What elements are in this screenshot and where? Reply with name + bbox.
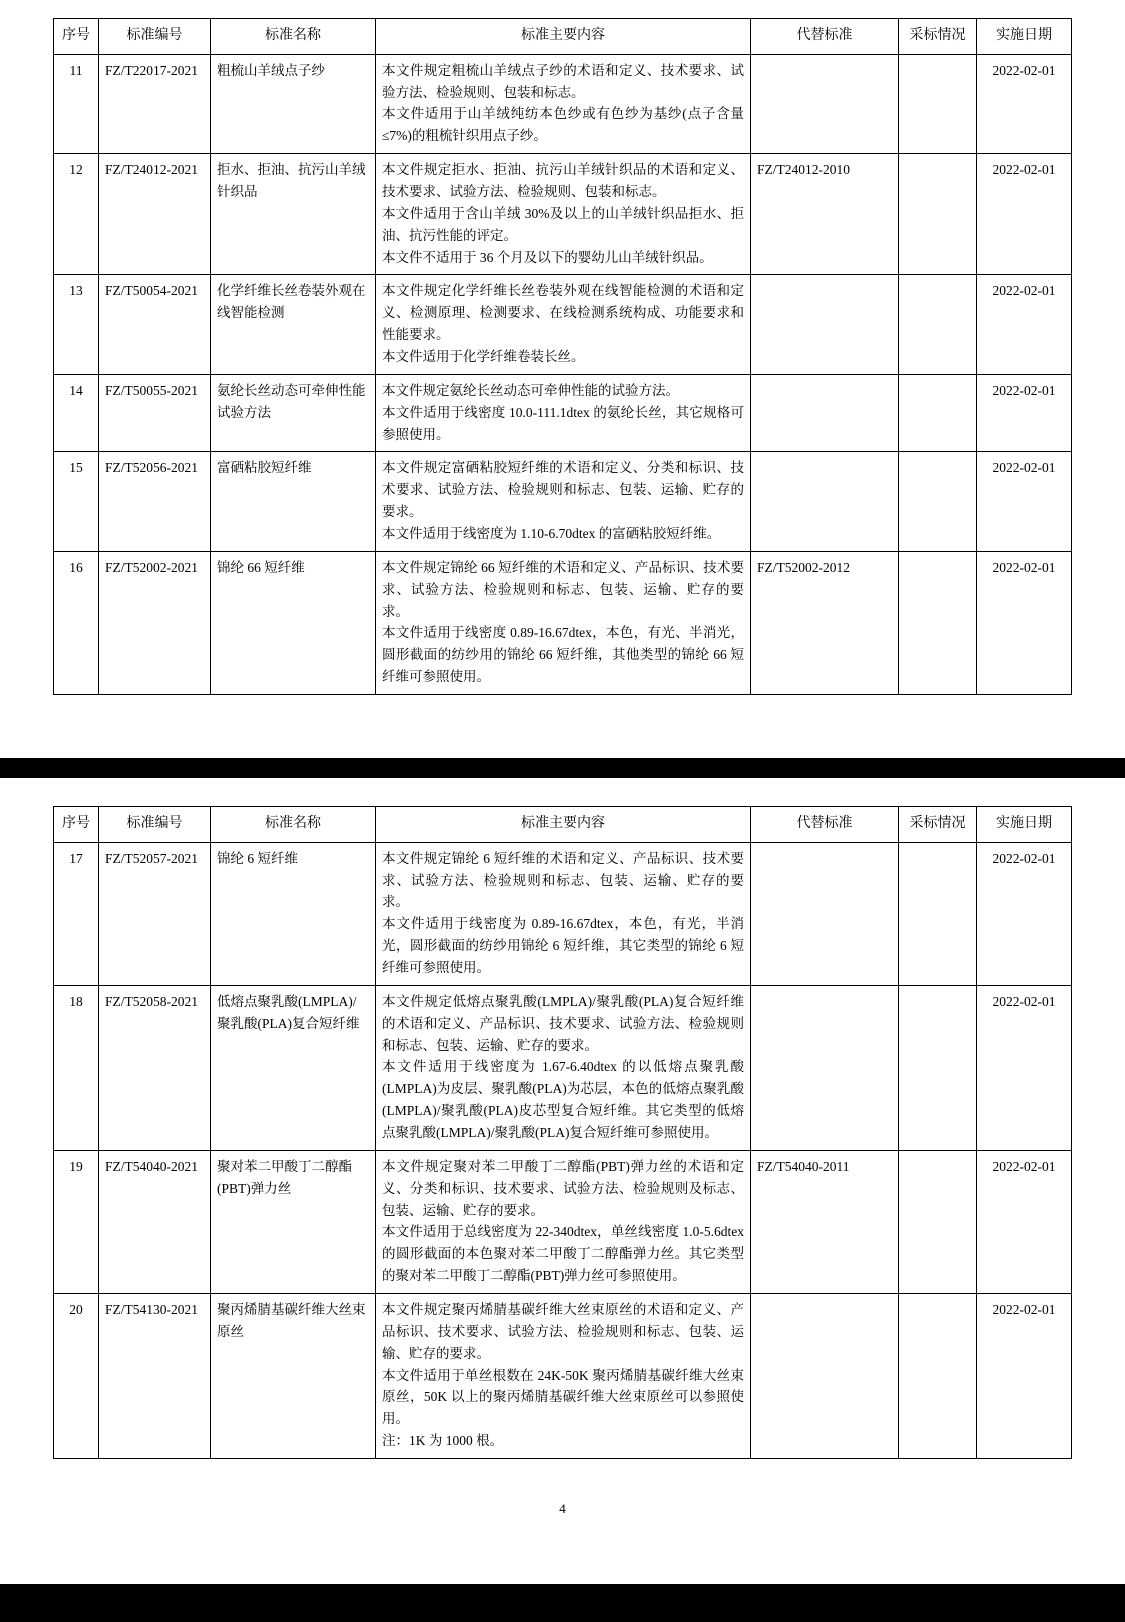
cell-content [376,452,751,551]
cell-code: FZ/T52056-2021 [99,452,211,551]
content-paragraph: 本文件规定低熔点聚乳酸(LMPLA)/聚乳酸(PLA)复合短纤维的术语和定义、产品标识、技术要求、试验方法、检验规则和标志、包装、运输、贮存的要求。 [382,993,744,1053]
content-paragraph: 注：1K 为 1000 根。 [382,1433,504,1449]
column-header-adopt: 采标情况 [899,807,977,843]
cell-seq: 11 [54,54,99,153]
cell-content [376,1294,751,1459]
cell-seq: 20 [54,1294,99,1459]
cell-adopt [899,374,977,452]
cell-replaced [751,54,899,153]
cell-code: FZ/T52058-2021 [99,985,211,1150]
content-paragraph: 本文件规定锦纶 66 短纤维的术语和定义、产品标识、技术要求、试验方法、检验规则和标志、包装、运输、贮存的要求。 [382,559,744,619]
cell-content [376,1150,751,1293]
cell-adopt [899,985,977,1150]
cell-content [376,985,751,1150]
column-header-content: 标准主要内容 [376,19,751,55]
cell-content [376,154,751,275]
content-paragraph: 本文件规定粗梳山羊绒点子纱的术语和定义、技术要求、试验方法、检验规则、包装和标志。 [382,62,744,100]
cell-seq: 17 [54,842,99,985]
cell-replaced [751,842,899,985]
content-paragraph: 本文件适用于线密度 0.89-16.67dtex，本色，有光、半消光，圆形截面的纺纱用的锦纶 66 短纤维，其他类型的锦纶 66 短纤维可参照使用。 [382,625,744,685]
content-paragraph: 本文件适用于线密度为 1.67-6.40dtex 的以低熔点聚乳酸(LMPLA)为皮层、聚乳酸(PLA)为芯层，本色的低熔点聚乳酸(LMPLA)/聚乳酸(PLA)皮芯型复合短纤维。其它类型的低熔点聚乳酸(LMPLA)/聚乳酸(PLA)复合短纤维可参照使用。 [382,1059,744,1140]
cell-code: FZ/T54130-2021 [99,1294,211,1459]
column-header-name: 标准名称 [211,19,376,55]
column-header-date: 实施日期 [977,19,1072,55]
cell-adopt [899,842,977,985]
cell-code: FZ/T52002-2021 [99,551,211,694]
cell-replaced: FZ/T52002-2012 [751,551,899,694]
cell-date: 2022-02-01 [977,842,1072,985]
cell-seq: 12 [54,154,99,275]
cell-code: FZ/T24012-2021 [99,154,211,275]
cell-name: 氨纶长丝动态可牵伸性能试验方法 [211,374,376,452]
table-row [54,985,1072,1150]
cell-name: 拒水、拒油、抗污山羊绒针织品 [211,154,376,275]
content-paragraph: 本文件规定化学纤维长丝卷装外观在线智能检测的术语和定义、检测原理、检测要求、在线检测系统构成、功能要求和性能要求。 [382,283,744,343]
cell-replaced: FZ/T24012-2010 [751,154,899,275]
content-paragraph: 本文件适用于单丝根数在 24K-50K 聚丙烯腈基碳纤维大丝束原丝，50K 以上的聚丙烯腈基碳纤维大丝束原丝可以参照使用。 [382,1367,744,1427]
cell-code: FZ/T50055-2021 [99,374,211,452]
cell-code: FZ/T52057-2021 [99,842,211,985]
content-paragraph: 本文件规定富硒粘胶短纤维的术语和定义、分类和标识、技术要求、试验方法、检验规则和标志、包装、运输、贮存的要求。 [382,460,744,520]
cell-adopt [899,275,977,374]
content-paragraph: 本文件适用于总线密度为 22-340dtex，单丝线密度 1.0-5.6dtex 的圆形截面的本色聚对苯二甲酸丁二醇酯弹力丝。其它类型的聚对苯二甲酸丁二醇酯(PBT)弹力丝可参照使用。 [382,1224,744,1284]
column-header-replaced: 代替标准 [751,807,899,843]
cell-replaced [751,1294,899,1459]
column-header-replaced: 代替标准 [751,19,899,55]
document-page-3 [0,0,1125,758]
content-paragraph: 本文件适用于线密度 10.0-111.1dtex 的氨纶长丝，其它规格可参照使用。 [382,404,744,442]
content-paragraph: 本文件规定拒水、拒油、抗污山羊绒针织品的术语和定义、技术要求、试验方法、检验规则、包装和标志。 [382,162,744,199]
table-row [54,551,1072,694]
cell-date: 2022-02-01 [977,985,1072,1150]
column-header-content: 标准主要内容 [376,807,751,843]
cell-date: 2022-02-01 [977,452,1072,551]
cell-name: 聚丙烯腈基碳纤维大丝束原丝 [211,1294,376,1459]
table-row [54,54,1072,153]
cell-seq: 15 [54,452,99,551]
content-paragraph: 本文件适用于化学纤维卷装长丝。 [382,348,585,364]
table-body-page-3 [54,54,1072,694]
table-row [54,154,1072,275]
table-body-page-4 [54,842,1072,1458]
table-row [54,275,1072,374]
cell-seq: 18 [54,985,99,1150]
cell-seq: 19 [54,1150,99,1293]
content-paragraph: 本文件规定锦纶 6 短纤维的术语和定义、产品标识、技术要求、试验方法、检验规则和标志、包装、运输、贮存的要求。 [382,850,744,910]
cell-content [376,842,751,985]
content-paragraph: 本文件适用于山羊绒纯纺本色纱或有色纱为基纱(点子含量≤7%)的粗梳针织用点子纱。 [382,106,744,144]
table-row [54,374,1072,452]
cell-code: FZ/T54040-2021 [99,1150,211,1293]
cell-code: FZ/T22017-2021 [99,54,211,153]
column-header-adopt: 采标情况 [899,19,977,55]
table-row [54,1294,1072,1459]
cell-replaced [751,275,899,374]
cell-date: 2022-02-01 [977,275,1072,374]
column-header-date: 实施日期 [977,807,1072,843]
cell-replaced [751,374,899,452]
table-row [54,452,1072,551]
content-paragraph: 本文件不适用于 36 个月及以下的婴幼儿山羊绒针织品。 [382,249,713,265]
content-paragraph: 本文件适用于含山羊绒 30%及以上的山羊绒针织品拒水、拒油、抗污性能的评定。 [382,205,744,243]
page-number: 4 [559,1501,566,1517]
page-separator [0,758,1125,778]
cell-content [376,275,751,374]
cell-name: 聚对苯二甲酸丁二醇酯(PBT)弹力丝 [211,1150,376,1293]
content-paragraph: 本文件适用于线密度为 1.10-6.70dtex 的富硒粘胶短纤维。 [382,526,721,541]
cell-adopt [899,1294,977,1459]
content-paragraph: 本文件规定聚对苯二甲酸丁二醇酯(PBT)弹力丝的术语和定义、分类和标识、技术要求、试验方法、检验规则及标志、包装、运输、贮存的要求。 [382,1158,744,1218]
cell-replaced [751,452,899,551]
cell-date: 2022-02-01 [977,154,1072,275]
column-header-code: 标准编号 [99,19,211,55]
cell-code: FZ/T50054-2021 [99,275,211,374]
cell-name: 锦纶 6 短纤维 [211,842,376,985]
document-page-4 [0,778,1125,1584]
cell-name: 低熔点聚乳酸(LMPLA)/聚乳酸(PLA)复合短纤维 [211,985,376,1150]
cell-adopt [899,54,977,153]
column-header-seq: 序号 [54,807,99,843]
cell-adopt [899,551,977,694]
cell-content [376,551,751,694]
cell-date: 2022-02-01 [977,374,1072,452]
content-paragraph: 本文件适用于线密度为 0.89-16.67dtex，本色，有光，半消光，圆形截面的纺纱用锦纶 6 短纤维，其它类型的锦纶 6 短纤维可参照使用。 [382,916,744,975]
cell-adopt [899,1150,977,1293]
cell-name: 粗梳山羊绒点子纱 [211,54,376,153]
cell-replaced: FZ/T54040-2011 [751,1150,899,1293]
cell-adopt [899,154,977,275]
table-header-row [54,807,1072,843]
cell-content [376,54,751,153]
column-header-name: 标准名称 [211,807,376,843]
content-paragraph: 本文件规定氨纶长丝动态可牵伸性能的试验方法。 [382,382,679,398]
column-header-seq: 序号 [54,19,99,55]
table-header-row [54,19,1072,55]
cell-date: 2022-02-01 [977,551,1072,694]
table-row [54,1150,1072,1293]
cell-adopt [899,452,977,551]
cell-replaced [751,985,899,1150]
cell-name: 富硒粘胶短纤维 [211,452,376,551]
standards-table-page-3 [53,18,1072,695]
cell-seq: 16 [54,551,99,694]
cell-seq: 13 [54,275,99,374]
content-paragraph: 本文件规定聚丙烯腈基碳纤维大丝束原丝的术语和定义、产品标识、技术要求、试验方法、检验规则和标志、包装、运输、贮存的要求。 [382,1302,744,1361]
cell-name: 化学纤维长丝卷装外观在线智能检测 [211,275,376,374]
standards-table-page-4 [53,806,1072,1459]
cell-date: 2022-02-01 [977,54,1072,153]
cell-name: 锦纶 66 短纤维 [211,551,376,694]
column-header-code: 标准编号 [99,807,211,843]
cell-content [376,374,751,452]
cell-date: 2022-02-01 [977,1150,1072,1293]
cell-date: 2022-02-01 [977,1294,1072,1459]
cell-seq: 14 [54,374,99,452]
table-row [54,842,1072,985]
